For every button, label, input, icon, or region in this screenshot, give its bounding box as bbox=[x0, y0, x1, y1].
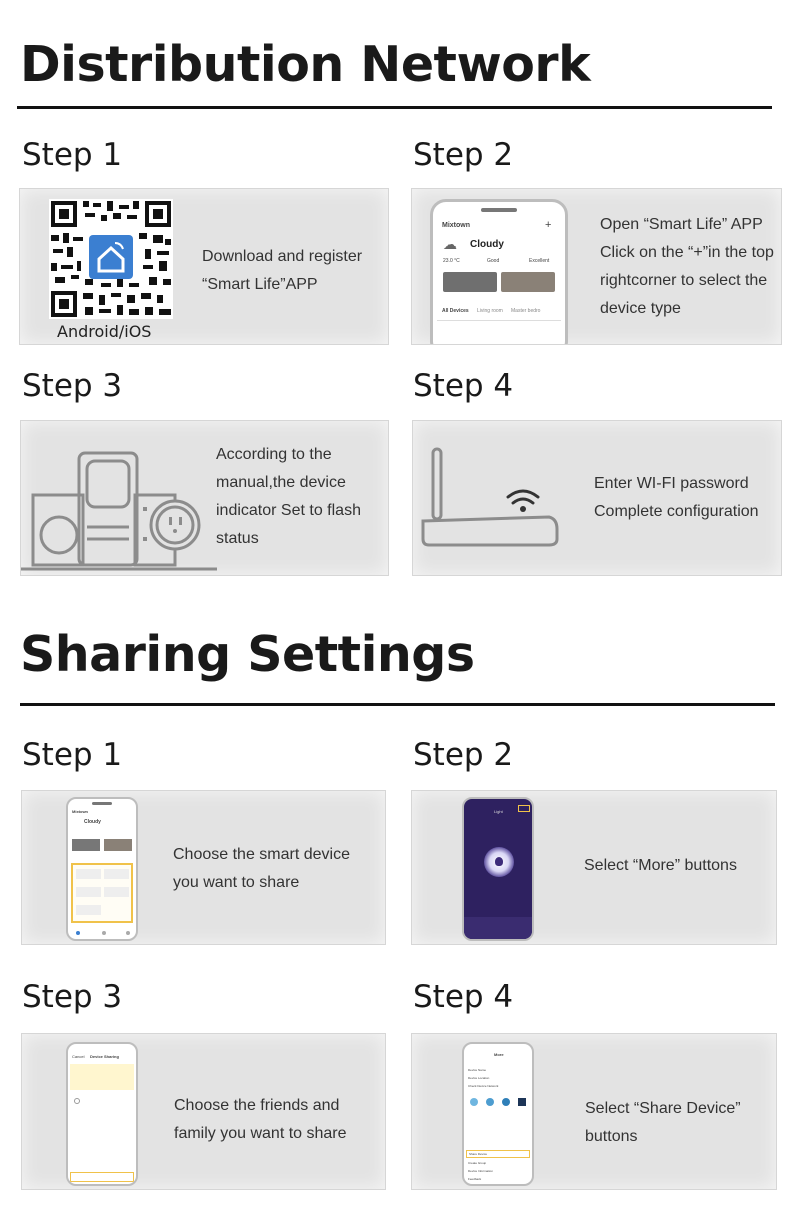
share-step1-caption: Choose the smart device you want to share bbox=[173, 846, 350, 891]
device-grid-highlight bbox=[71, 863, 133, 923]
share-step2-card bbox=[411, 790, 777, 945]
more-menu-phone: More Device Name Device Location Check Device Network Share Device Create Group Device Information Feedback bbox=[462, 1042, 534, 1186]
device-sharing-phone: Cancel Device Sharing bbox=[66, 1042, 138, 1186]
share-step1-card bbox=[21, 790, 386, 945]
share-device-row-highlight: Share Device bbox=[466, 1150, 530, 1158]
share-step4-caption: Select “Share Device” buttons bbox=[585, 1100, 741, 1145]
light-control-phone: Light bbox=[462, 797, 534, 941]
weather-cloud-icon: ☁ bbox=[443, 236, 457, 252]
share-step1-label: Step 1 bbox=[22, 737, 123, 773]
share-step3-caption: Choose the friends and family you want to share bbox=[174, 1097, 347, 1142]
dist-step1-card bbox=[19, 188, 389, 345]
dist-step4-label: Step 4 bbox=[413, 368, 514, 404]
platform-label: Android/iOS bbox=[57, 322, 152, 341]
dist-step3-caption: According to the manual,the device indicator Set to flash status bbox=[216, 446, 361, 547]
dist-step2-label: Step 2 bbox=[413, 137, 514, 173]
device-list-phone: Mixtown Cloudy bbox=[66, 797, 138, 941]
dist-step4-caption: Enter WI-FI password Complete configuration bbox=[594, 475, 759, 520]
share-button-highlight bbox=[70, 1172, 134, 1182]
dist-step2-caption: Open “Smart Life” APP Click on the “+”in the top rightcorner to select the device type bbox=[600, 216, 774, 317]
router-icon bbox=[419, 445, 569, 555]
qr-code bbox=[49, 199, 173, 319]
dist-step3-label: Step 3 bbox=[22, 368, 123, 404]
more-button-highlight bbox=[518, 805, 530, 812]
sharing-title: Sharing Settings bbox=[20, 626, 475, 683]
dist-step1-label: Step 1 bbox=[22, 137, 123, 173]
share-step3-label: Step 3 bbox=[22, 979, 123, 1015]
dist-step3-card bbox=[20, 420, 389, 576]
share-step4-card bbox=[411, 1033, 777, 1190]
distribution-rule bbox=[17, 106, 772, 109]
share-step2-label: Step 2 bbox=[413, 737, 514, 773]
dist-step4-card bbox=[412, 420, 782, 576]
share-step4-label: Step 4 bbox=[413, 979, 514, 1015]
sharing-rule bbox=[20, 703, 775, 706]
smart-devices-illustration bbox=[21, 445, 221, 575]
share-step3-card bbox=[21, 1033, 386, 1190]
dist-step2-card bbox=[411, 188, 782, 345]
app-home-phone: Mixtown + ☁ Cloudy 23.0 °C Good Excellent All Devices Living room Master bedro bbox=[430, 199, 568, 345]
add-device-icon: + bbox=[545, 219, 552, 231]
contact-icon bbox=[74, 1098, 80, 1104]
share-step2-caption: Select “More” buttons bbox=[584, 857, 737, 874]
dist-step1-caption: Download and register “Smart Life”APP bbox=[202, 248, 363, 293]
wifi-icon bbox=[508, 491, 538, 503]
distribution-title: Distribution Network bbox=[20, 36, 591, 93]
